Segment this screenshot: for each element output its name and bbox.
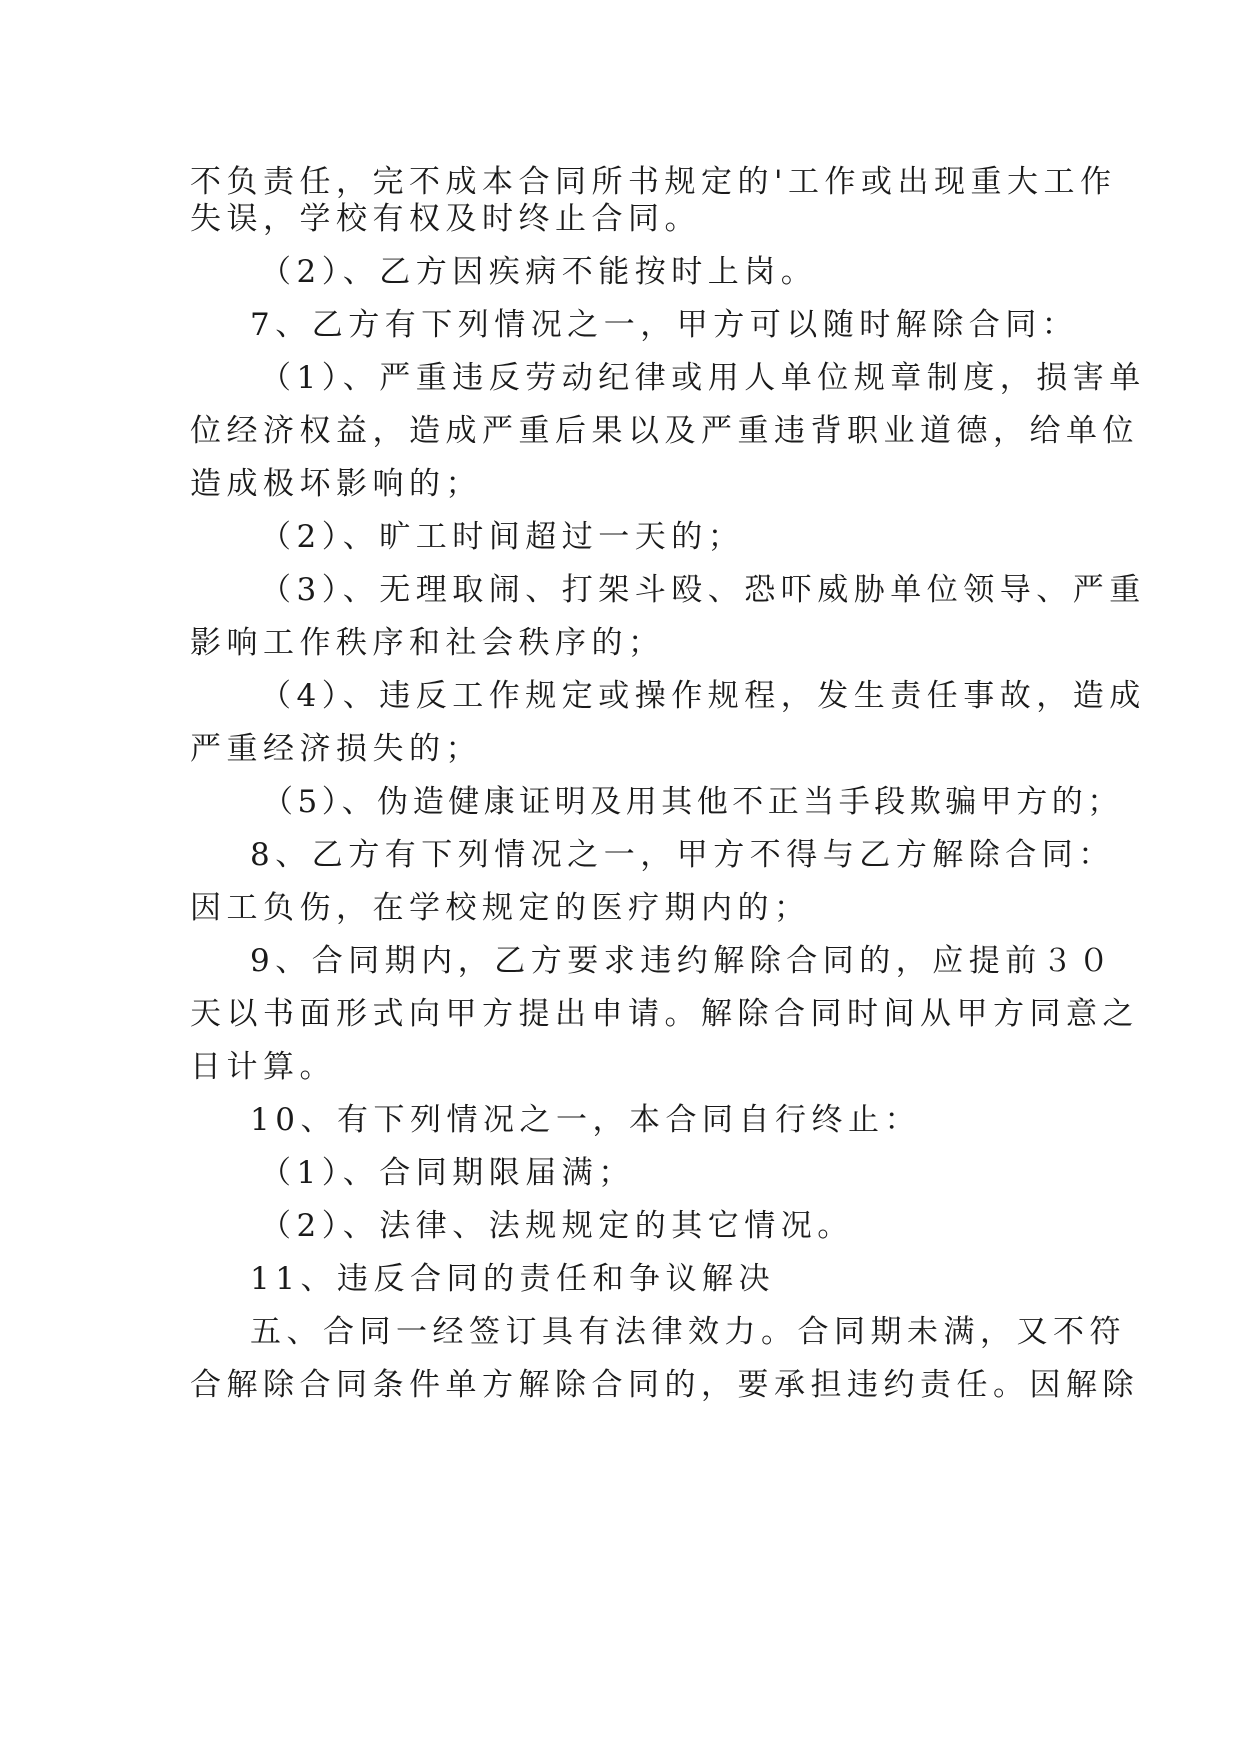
text-line: 失误，学校有权及时终止合同。	[190, 201, 701, 237]
text-line: 7、乙方有下列情况之一，甲方可以随时解除合同：	[250, 307, 1079, 343]
text-line: （1）、严重违反劳动纪律或用人单位规章制度，损害单	[260, 360, 1146, 396]
text-line: 不负责任，完不成本合同所书规定的'工作或出现重大工作	[190, 164, 1117, 200]
text-line: 五、合同一经签订具有法律效力。合同期未满，又不符	[250, 1314, 1126, 1350]
text-line: （1）、合同期限届满；	[260, 1155, 635, 1191]
text-line: 11、违反合同的责任和争议解决	[250, 1261, 775, 1297]
text-line: 天以书面形式向甲方提出申请。解除合同时间从甲方同意之	[190, 996, 1139, 1032]
text-line: 合解除合同条件单方解除合同的，要承担违约责任。因解除	[190, 1367, 1139, 1403]
text-line: 位经济权益，造成严重后果以及严重违背职业道德，给单位	[190, 413, 1139, 449]
text-line: 影响工作秩序和社会秩序的；	[190, 625, 665, 661]
text-line: 8、乙方有下列情况之一，甲方不得与乙方解除合同：	[250, 837, 1115, 873]
text-line: （2）、旷工时间超过一天的；	[260, 519, 745, 555]
text-line: 日计算。	[190, 1049, 336, 1085]
text-line: 因工负伤，在学校规定的医疗期内的；	[190, 890, 811, 926]
text-line: （4）、违反工作规定或操作规程，发生责任事故，造成	[260, 678, 1146, 714]
text-line: （2）、法律、法规规定的其它情况。	[260, 1208, 854, 1244]
text-line: （2）、乙方因疾病不能按时上岗。	[260, 254, 818, 290]
text-line: 严重经济损失的；	[190, 731, 482, 767]
text-line: （5）、伪造健康证明及用其他不正当手段欺骗甲方的；	[262, 784, 1123, 820]
text-line: 10、有下列情况之一，本合同自行终止：	[250, 1102, 921, 1138]
text-line: 9、合同期内，乙方要求违约解除合同的，应提前３０	[250, 943, 1115, 979]
text-line: 造成极坏影响的；	[190, 466, 482, 502]
text-line: （3）、无理取闹、打架斗殴、恐吓威胁单位领导、严重	[260, 572, 1146, 608]
